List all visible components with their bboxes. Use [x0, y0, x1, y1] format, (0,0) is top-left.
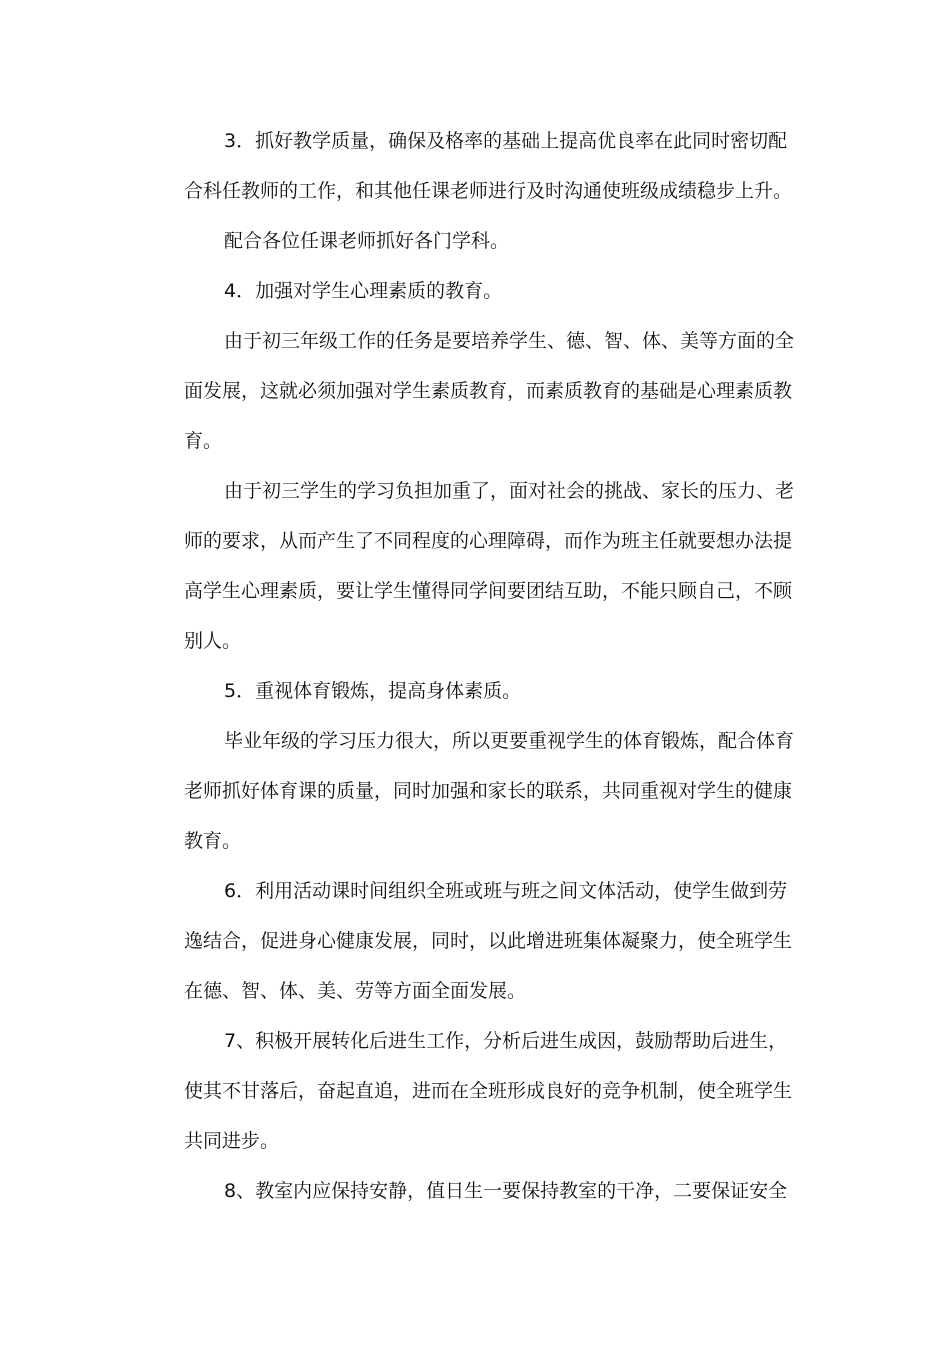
text-line: 4．加强对学生心理素质的教育。 — [224, 280, 503, 302]
text-line: 6．利用活动课时间组织全班或班与班之间文体活动，使学生做到劳 — [224, 880, 788, 902]
text-line: 别人。 — [184, 630, 242, 652]
paragraph-item-6 — [144, 866, 793, 1016]
text-line: 配合各位任课老师抓好各门学科。 — [224, 230, 510, 252]
paragraph-item-7 — [144, 1016, 793, 1166]
text-line: 教育。 — [184, 830, 242, 852]
paragraph-item-4-body-1 — [144, 316, 795, 466]
text-line: 由于初三年级工作的任务是要培养学生、德、智、体、美等方面的全 — [224, 330, 795, 352]
text-line: 5．重视体育锻炼，提高身体素质。 — [224, 680, 522, 702]
text-line: 3．抓好教学质量，确保及格率的基础上提高优良率在此同时密切配 — [224, 130, 788, 152]
paragraph-item-4-body-2 — [144, 466, 795, 666]
paragraph-item-8 — [144, 1166, 788, 1216]
text-line: 面发展，这就必须加强对学生素质教育，而素质教育的基础是心理素质教 — [184, 380, 793, 402]
text-line: 共同进步。 — [184, 1130, 280, 1152]
paragraph-item-5-body — [144, 716, 795, 866]
paragraph-item-3 — [144, 116, 793, 216]
text-line: 高学生心理素质，要让学生懂得同学间要团结互助，不能只顾自己，不顾 — [184, 580, 793, 602]
text-line: 毕业年级的学习压力很大，所以更要重视学生的体育锻炼，配合体育 — [224, 730, 795, 752]
paragraph-subjects — [144, 216, 752, 266]
paragraph-item-5-heading — [144, 666, 752, 716]
paragraph-item-4-heading — [144, 266, 752, 316]
document-body — [144, 116, 795, 1216]
text-line: 使其不甘落后，奋起直追，进而在全班形成良好的竞争机制，使全班学生 — [184, 1080, 793, 1102]
text-line: 师的要求，从而产生了不同程度的心理障碍，而作为班主任就要想办法提 — [184, 530, 793, 552]
text-line: 8、教室内应保持安静，值日生一要保持教室的干净，二要保证安全 — [224, 1180, 788, 1202]
text-line: 老师抓好体育课的质量，同时加强和家长的联系，共同重视对学生的健康 — [184, 780, 793, 802]
text-line: 在德、智、体、美、劳等方面全面发展。 — [184, 980, 527, 1002]
text-line: 逸结合，促进身心健康发展，同时，以此增进班集体凝聚力，使全班学生 — [184, 930, 793, 952]
text-line: 7、积极开展转化后进生工作，分析后进生成因，鼓励帮助后进生， — [224, 1030, 788, 1052]
text-line: 育。 — [184, 430, 223, 452]
text-line: 合科任教师的工作，和其他任课老师进行及时沟通使班级成绩稳步上升。 — [184, 180, 793, 202]
text-line: 由于初三学生的学习负担加重了，面对社会的挑战、家长的压力、老 — [224, 480, 795, 502]
